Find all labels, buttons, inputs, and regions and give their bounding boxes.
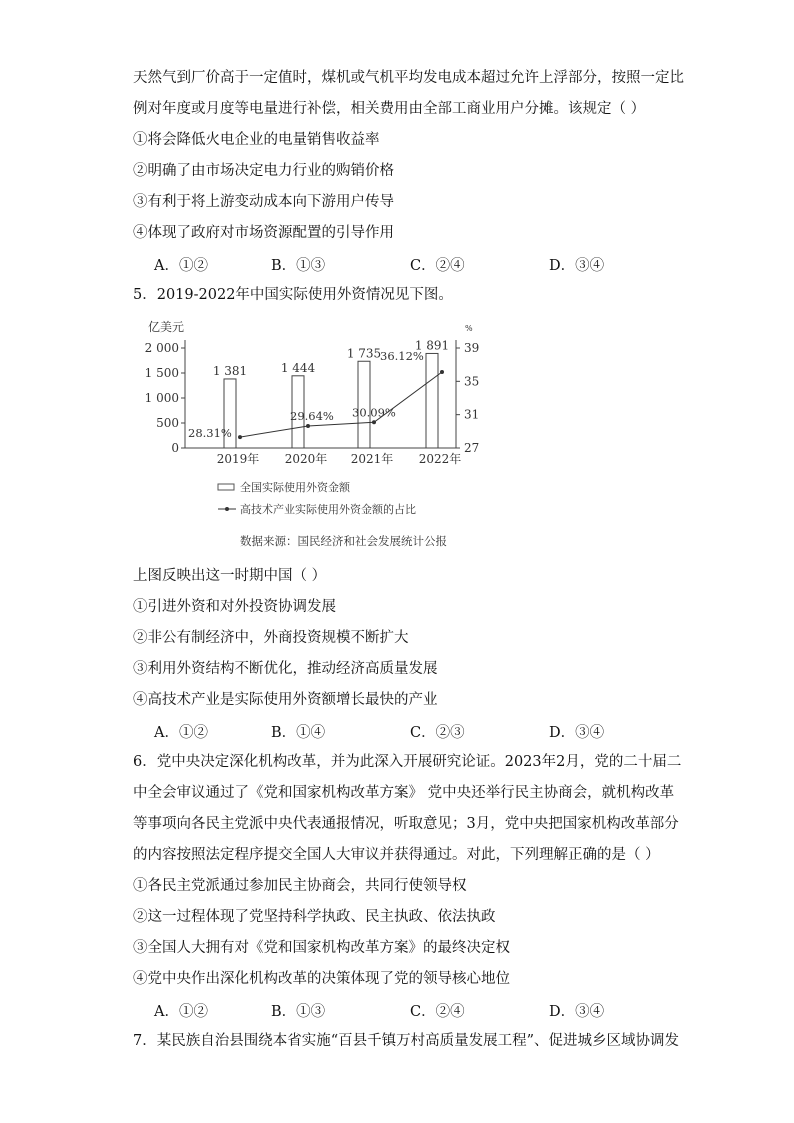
q5-option-c[interactable]: C．②③ — [410, 725, 465, 741]
q4-option-a[interactable]: A．①② — [154, 258, 208, 274]
q4-option-c[interactable]: C．②④ — [410, 258, 465, 274]
q4-option-b[interactable]: B．①③ — [271, 258, 326, 274]
q5-options — [154, 721, 674, 741]
q4-options — [154, 254, 674, 274]
q6-options — [154, 1000, 674, 1020]
share-point — [440, 370, 444, 374]
q5-choice-2: ②非公有制经济中，外商投资规模不断扩大 — [133, 630, 409, 646]
share-point — [306, 424, 310, 428]
q5-choice-4: ④高技术产业是实际使用外资额增长最快的产业 — [133, 692, 438, 708]
q6-option-c[interactable]: C．②④ — [410, 1004, 465, 1020]
bar-value-label: 1 891 — [414, 338, 450, 353]
bar-value-label: 1 444 — [280, 360, 316, 375]
right-tick-label: 35 — [464, 374, 480, 389]
left-tick-label: 500 — [156, 416, 179, 430]
legend-bar-swatch — [218, 484, 234, 490]
q5-choice-3: ③利用外资结构不断优化，推动经济高质量发展 — [133, 661, 438, 677]
left-axis-unit: 亿美元 — [148, 320, 185, 334]
share-point — [238, 435, 242, 439]
bar-value-label: 1 381 — [212, 363, 248, 378]
foreign-investment-chart — [140, 318, 500, 550]
left-axis-ticks — [145, 341, 185, 455]
q4-choice-3: ③有利于将上游变动成本向下游用户传导 — [133, 194, 394, 210]
left-tick-label: 1 500 — [144, 366, 179, 380]
share-value-label: 30.09% — [352, 405, 396, 420]
right-axis-ticks — [456, 341, 479, 455]
q5-choice-1: ①引进外资和对外投资协调发展 — [133, 599, 336, 615]
q4-line-2: 例对年度或月度等电量进行补偿，相关费用由全部工商业用户分摊。该规定（ ） — [133, 101, 646, 117]
q5-stem: 5．2019-2022年中国实际使用外资情况见下图。 — [133, 287, 453, 303]
q4-choice-1: ①将会降低火电企业的电量销售收益率 — [133, 132, 380, 148]
q5-option-b[interactable]: B．①④ — [271, 725, 326, 741]
q5-option-d[interactable]: D．③④ — [549, 725, 605, 741]
x-tick-label: 2022年 — [418, 452, 462, 466]
share-value-label: 36.12% — [380, 349, 424, 363]
q6-choice-3: ③全国人大拥有对《党和国家机构改革方案》的最终决定权 — [133, 940, 510, 956]
q7-line-1: 7．某民族自治县围绕本省实施“百县千镇万村高质量发展工程”、促进城乡区域协调发 — [133, 1033, 680, 1049]
x-axis-ticks — [217, 451, 462, 466]
q6-option-b[interactable]: B．①③ — [271, 1004, 326, 1020]
x-tick-label: 2021年 — [350, 452, 394, 466]
q6-line-1: 6．党中央决定深化机构改革，并为此深入开展研究论证。2023年2月，党的二十届二 — [133, 754, 682, 770]
q4-choice-2: ②明确了由市场决定电力行业的购销价格 — [133, 163, 394, 179]
x-tick-label: 2019年 — [216, 452, 260, 466]
share-value-label: 28.31% — [188, 426, 232, 441]
right-tick-label: 39 — [464, 341, 480, 355]
right-tick-label: 27 — [464, 441, 480, 455]
q4-choice-4: ④体现了政府对市场资源配置的引导作用 — [133, 225, 394, 241]
chart-legend — [218, 480, 416, 516]
legend-line-marker — [225, 507, 229, 511]
share-line — [240, 372, 442, 437]
bar — [426, 353, 438, 448]
legend-bar-label: 全国实际使用外资金额 — [240, 481, 350, 494]
left-tick-label: 1 000 — [144, 391, 179, 405]
q5-line-1: 上图反映出这一时期中国（ ） — [133, 568, 327, 584]
q6-option-a[interactable]: A．①② — [154, 1004, 208, 1020]
q6-line-2: 中全会审议通过了《党和国家机构改革方案》 党中央还举行民主协商会，就机构改革 — [133, 785, 675, 801]
q6-option-d[interactable]: D．③④ — [549, 1004, 605, 1020]
right-tick-label: 31 — [464, 407, 480, 422]
bar-value-label: 1 735 — [346, 346, 382, 361]
q6-choice-1: ①各民主党派通过参加民主协商会，共同行使领导权 — [133, 878, 467, 894]
left-tick-label: 2 000 — [144, 341, 179, 355]
left-tick-label: 0 — [171, 441, 179, 455]
share-value-label: 29.64% — [290, 409, 334, 423]
q6-choice-4: ④党中央作出深化机构改革的决策体现了党的领导核心地位 — [133, 971, 510, 987]
chart-source: 数据来源：国民经济和社会发展统计公报 — [240, 534, 447, 548]
x-tick-label: 2020年 — [284, 452, 328, 466]
q4-line-1: 天然气到厂价高于一定值时，煤机或气机平均发电成本超过允许上浮部分，按照一定比 — [133, 70, 684, 86]
share-point — [372, 420, 376, 424]
q4-option-d[interactable]: D．③④ — [549, 258, 605, 274]
q5-option-a[interactable]: A．①② — [154, 725, 208, 741]
legend-line-label: 高技术产业实际使用外资金额的占比 — [240, 503, 416, 516]
q6-line-3: 等事项向各民主党派中央代表通报情况，听取意见；3月，党中央把国家机构改革部分 — [133, 816, 679, 832]
q6-choice-2: ②这一过程体现了党坚持科学执政、民主执政、依法执政 — [133, 909, 496, 925]
right-axis-unit: % — [465, 324, 473, 333]
q6-line-4: 的内容按照法定程序提交全国人大审议并获得通过。对此，下列理解正确的是（ ） — [133, 847, 660, 863]
